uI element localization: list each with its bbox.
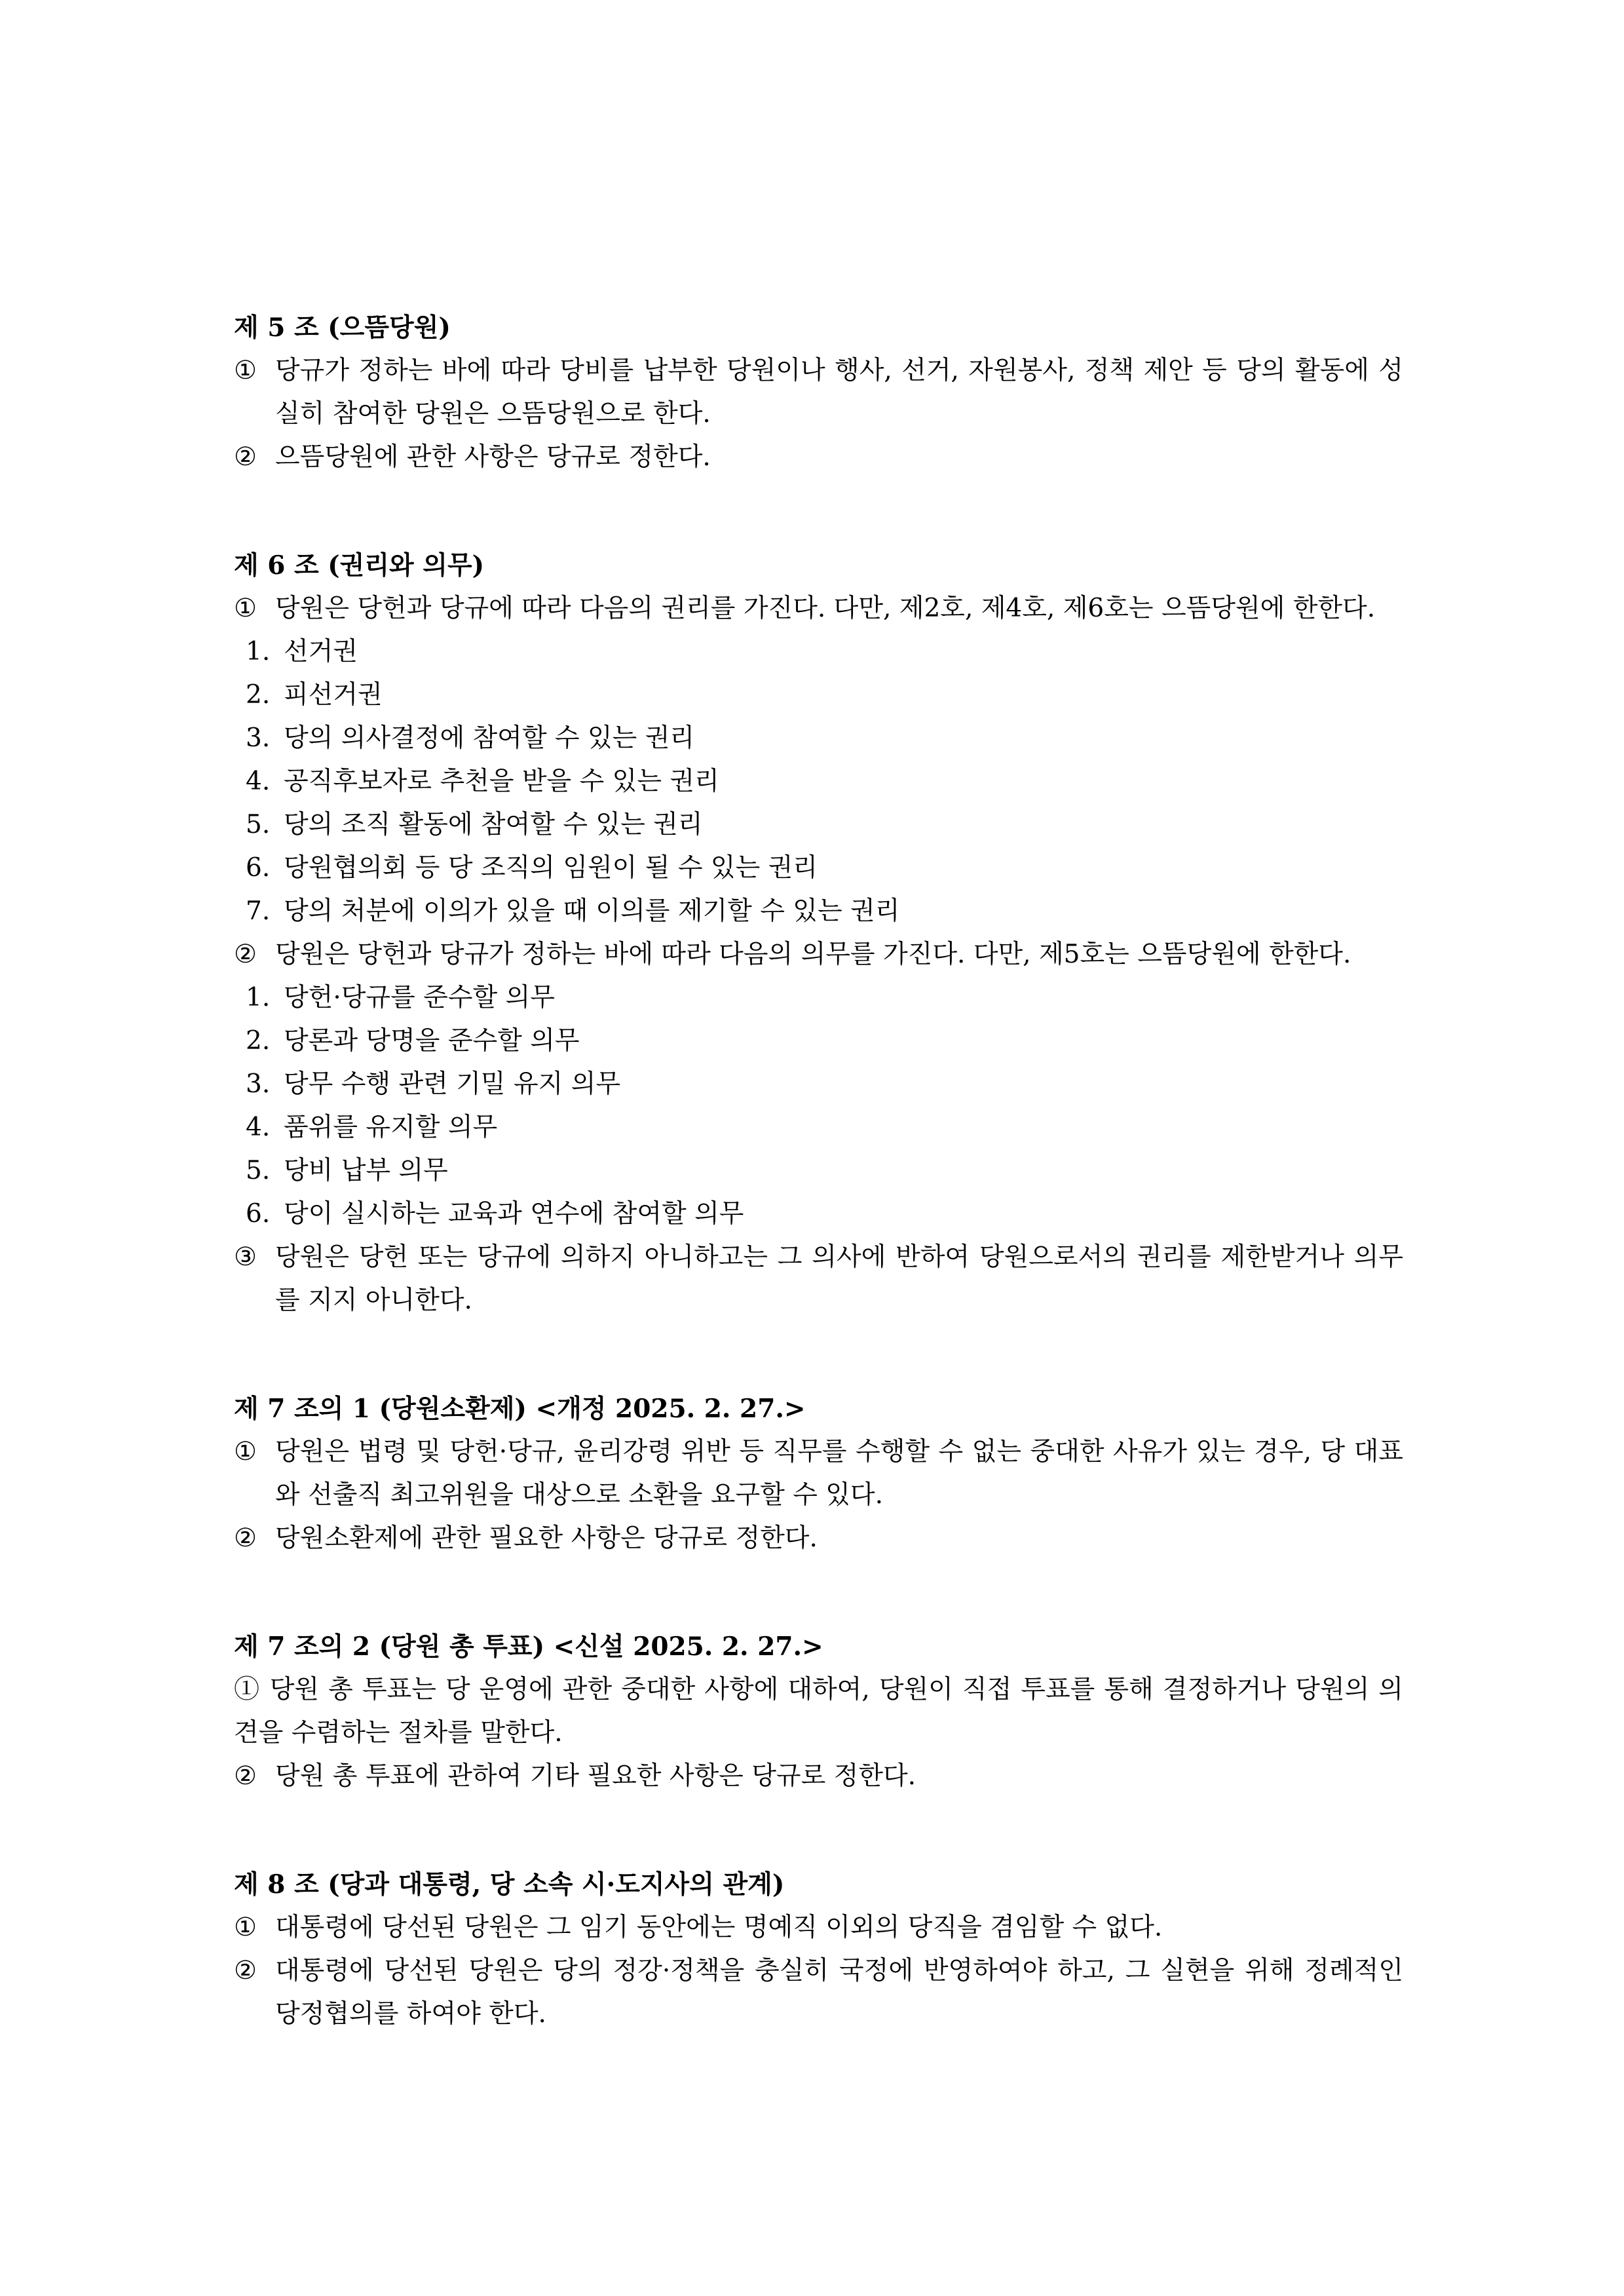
clause-text: 당원소환제에 관한 필요한 사항은 당규로 정한다. <box>275 1523 818 1553</box>
subitem <box>234 847 1403 890</box>
subitem-number: 1. <box>246 983 271 1012</box>
subitem-text: 당무 수행 관련 기밀 유지 의무 <box>284 1069 621 1099</box>
subitem-number: 5. <box>246 810 271 839</box>
subitem-number: 1. <box>246 637 271 666</box>
subitem-text: 당의 처분에 이의가 있을 때 이의를 제기할 수 있는 권리 <box>284 896 900 926</box>
subitem-number: 7. <box>246 896 271 926</box>
subitem <box>234 1106 1403 1149</box>
subitem <box>234 1020 1403 1063</box>
clause-text: 당원은 당헌과 당규가 정하는 바에 따라 다음의 의무를 가진다. 다만, 제5호는 으뜸당원에 한한다. <box>275 940 1351 969</box>
clause <box>234 1949 1403 2036</box>
article-title: 제 5 조 (으뜸당원) <box>234 313 451 343</box>
clause-marker: ② <box>234 940 257 969</box>
subitem-text: 당의 조직 활동에 참여할 수 있는 권리 <box>284 810 703 839</box>
subitem-number: 3. <box>246 723 271 753</box>
subitem <box>234 717 1403 760</box>
article-title: 제 7 조의 1 (당원소환제) <개정 2025. 2. 27.> <box>234 1394 806 1424</box>
clause-text: 당원은 당헌과 당규에 따라 다음의 권리를 가진다. 다만, 제2호, 제4호, 제6호는 으뜸당원에 한한다. <box>275 594 1376 623</box>
subitem-text: 당론과 당명을 준수할 의무 <box>284 1026 580 1056</box>
clause-text: 당원은 당헌 또는 당규에 의하지 아니하고는 그 의사에 반하여 당원으로서의 권리를 제한받거나 의무를 지지 아니한다. <box>275 1242 1403 1315</box>
subitem-number: 2. <box>246 1026 271 1056</box>
subitem <box>234 1063 1403 1106</box>
clause-marker: ① <box>234 1913 257 1942</box>
article-5 <box>234 306 1403 479</box>
subitem-number: 6. <box>246 853 271 883</box>
article-title: 제 6 조 (권리와 의무) <box>234 550 485 581</box>
clause <box>234 587 1403 630</box>
subitem-text: 당헌·당규를 준수할 의무 <box>284 983 555 1012</box>
document-body <box>234 306 1403 2101</box>
clause-marker: ① <box>234 594 257 623</box>
subitem-number: 4. <box>246 1113 271 1142</box>
subitem-text: 선거권 <box>284 637 358 666</box>
subitem <box>234 630 1403 674</box>
clause-marker: ② <box>234 1523 257 1553</box>
clause-marker: ② <box>234 1761 257 1791</box>
clause <box>234 1236 1403 1322</box>
subitem-number: 4. <box>246 767 271 796</box>
clause-marker: ① <box>234 1437 257 1466</box>
subitem <box>234 976 1403 1020</box>
clause-text: 당원 총 투표는 당 운영에 관한 중대한 사항에 대하여, 당원이 직접 투표를 통해 결정하거나 당원의 의견을 수렴하는 절차를 말한다. <box>234 1675 1403 1748</box>
clause-text: 대통령에 당선된 당원은 당의 정강·정책을 충실히 국정에 반영하여야 하고, 그 실현을 위해 정례적인 당정협의를 하여야 한다. <box>275 1956 1403 2029</box>
subitem-number: 5. <box>246 1156 271 1185</box>
subitem-text: 당비 납부 의무 <box>284 1156 448 1185</box>
clause <box>234 1755 1403 1798</box>
article-title: 제 8 조 (당과 대통령, 당 소속 시·도지사의 관계) <box>234 1869 785 1900</box>
subitem-text: 당원협의회 등 당 조직의 임원이 될 수 있는 권리 <box>284 853 818 883</box>
subitem <box>234 803 1403 847</box>
subitem-number: 3. <box>246 1069 271 1099</box>
clause <box>234 436 1403 479</box>
subitem <box>234 760 1403 803</box>
subitem <box>234 1149 1403 1193</box>
subitem-text: 품위를 유지할 의무 <box>284 1113 498 1142</box>
clause <box>234 1430 1403 1517</box>
subitem <box>234 890 1403 933</box>
subitem-text: 당이 실시하는 교육과 연수에 참여할 의무 <box>284 1199 744 1229</box>
article-title: 제 7 조의 2 (당원 총 투표) <신설 2025. 2. 27.> <box>234 1632 823 1662</box>
clause-marker: ③ <box>234 1242 257 1272</box>
clause <box>234 1517 1403 1560</box>
clause-marker: ② <box>234 442 257 472</box>
clause-text: 당원은 법령 및 당헌·당규, 윤리강령 위반 등 직무를 수행할 수 없는 중대한 사유가 있는 경우, 당 대표와 선출직 최고위원을 대상으로 소환을 요구할 수 있다. <box>275 1437 1403 1510</box>
subitem <box>234 674 1403 717</box>
article-7-1 <box>234 1387 1403 1560</box>
clause <box>234 1668 1403 1755</box>
subitem-text: 공직후보자로 추천을 받을 수 있는 권리 <box>284 767 719 796</box>
subitem-number: 6. <box>246 1199 271 1229</box>
article-7-2 <box>234 1625 1403 1798</box>
clause-text: 으뜸당원에 관한 사항은 당규로 정한다. <box>275 442 711 472</box>
subitem <box>234 1193 1403 1236</box>
clause-text: 대통령에 당선된 당원은 그 임기 동안에는 명예직 이외의 당직을 겸임할 수 없다. <box>275 1913 1163 1942</box>
subitem-number: 2. <box>246 680 271 710</box>
clause <box>234 933 1403 976</box>
subitem-text: 당의 의사결정에 참여할 수 있는 권리 <box>284 723 695 753</box>
article-8 <box>234 1863 1403 2036</box>
clause-marker: ① <box>234 356 257 385</box>
clause <box>234 349 1403 436</box>
article-6 <box>234 544 1403 1322</box>
clause-text: 당규가 정하는 바에 따라 당비를 납부한 당원이나 행사, 선거, 자원봉사, 정책 제안 등 당의 활동에 성실히 참여한 당원은 으뜸당원으로 한다. <box>275 356 1403 429</box>
subitem-text: 피선거권 <box>284 680 383 710</box>
clause-marker: ① <box>234 1675 261 1704</box>
clause-text: 당원 총 투표에 관하여 기타 필요한 사항은 당규로 정한다. <box>275 1761 916 1791</box>
clause-marker: ② <box>234 1956 257 1985</box>
clause <box>234 1906 1403 1949</box>
